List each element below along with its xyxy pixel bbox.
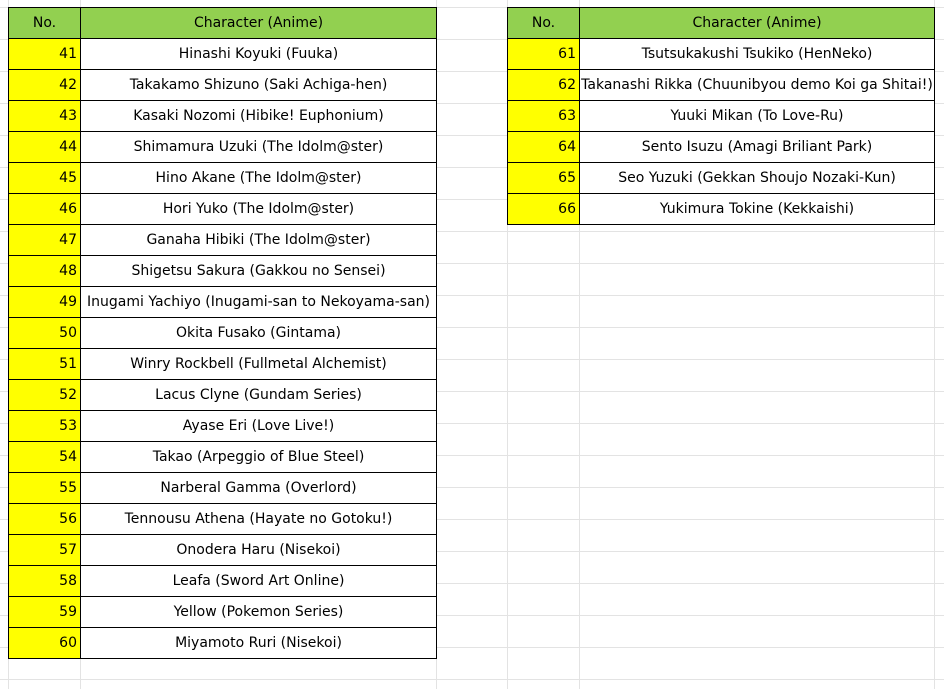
table-row xyxy=(9,504,437,535)
cell-number[interactable]: 47 xyxy=(9,225,81,256)
cell-number[interactable]: 62 xyxy=(508,70,580,101)
cell-number[interactable]: 42 xyxy=(9,70,81,101)
table-row xyxy=(508,132,935,163)
header-row xyxy=(508,8,935,39)
table-row xyxy=(9,380,437,411)
cell-character[interactable]: Ayase Eri (Love Live!) xyxy=(81,411,437,442)
header-no[interactable]: No. xyxy=(9,8,81,39)
character-table-right xyxy=(507,7,935,225)
cell-number[interactable]: 55 xyxy=(9,473,81,504)
cell-character[interactable]: Lacus Clyne (Gundam Series) xyxy=(81,380,437,411)
cell-character[interactable]: Ganaha Hibiki (The Idolm@ster) xyxy=(81,225,437,256)
table-body xyxy=(508,39,935,225)
cell-character[interactable]: Sento Isuzu (Amagi Briliant Park) xyxy=(580,132,935,163)
table-row xyxy=(9,132,437,163)
table-row xyxy=(508,70,935,101)
cell-number[interactable]: 61 xyxy=(508,39,580,70)
table-row xyxy=(9,194,437,225)
cell-number[interactable]: 49 xyxy=(9,287,81,318)
table-row xyxy=(9,473,437,504)
cell-character[interactable]: Hino Akane (The Idolm@ster) xyxy=(81,163,437,194)
cell-number[interactable]: 43 xyxy=(9,101,81,132)
cell-character[interactable]: Winry Rockbell (Fullmetal Alchemist) xyxy=(81,349,437,380)
cell-character[interactable]: Narberal Gamma (Overlord) xyxy=(81,473,437,504)
cell-character[interactable]: Tsutsukakushi Tsukiko (HenNeko) xyxy=(580,39,935,70)
table-row xyxy=(9,39,437,70)
cell-number[interactable]: 45 xyxy=(9,163,81,194)
cell-number[interactable]: 54 xyxy=(9,442,81,473)
table-row xyxy=(9,442,437,473)
cell-character[interactable]: Takanashi Rikka (Chuunibyou demo Koi ga Shitai!) xyxy=(580,70,935,101)
cell-number[interactable]: 53 xyxy=(9,411,81,442)
cell-number[interactable]: 52 xyxy=(9,380,81,411)
cell-character[interactable]: Seo Yuzuki (Gekkan Shoujo Nozaki-Kun) xyxy=(580,163,935,194)
cell-character[interactable]: Leafa (Sword Art Online) xyxy=(81,566,437,597)
cell-character[interactable]: Yellow (Pokemon Series) xyxy=(81,597,437,628)
cell-number[interactable]: 59 xyxy=(9,597,81,628)
cell-number[interactable]: 51 xyxy=(9,349,81,380)
cell-character[interactable]: Miyamoto Ruri (Nisekoi) xyxy=(81,628,437,659)
cell-number[interactable]: 64 xyxy=(508,132,580,163)
table-row xyxy=(508,194,935,225)
table-row xyxy=(9,101,437,132)
table-row xyxy=(9,256,437,287)
table-row xyxy=(508,39,935,70)
cell-character[interactable]: Tennousu Athena (Hayate no Gotoku!) xyxy=(81,504,437,535)
cell-number[interactable]: 63 xyxy=(508,101,580,132)
table-body xyxy=(9,39,437,659)
cell-character[interactable]: Takakamo Shizuno (Saki Achiga-hen) xyxy=(81,70,437,101)
cell-number[interactable]: 50 xyxy=(9,318,81,349)
cell-character[interactable]: Kasaki Nozomi (Hibike! Euphonium) xyxy=(81,101,437,132)
table-row xyxy=(9,163,437,194)
cell-character[interactable]: Yuuki Mikan (To Love-Ru) xyxy=(580,101,935,132)
cell-character[interactable]: Shimamura Uzuki (The Idolm@ster) xyxy=(81,132,437,163)
cell-number[interactable]: 60 xyxy=(9,628,81,659)
header-row xyxy=(9,8,437,39)
character-table-left xyxy=(8,7,437,659)
table-row xyxy=(9,535,437,566)
header-no[interactable]: No. xyxy=(508,8,580,39)
table-row xyxy=(9,349,437,380)
table-row xyxy=(9,628,437,659)
cell-number[interactable]: 66 xyxy=(508,194,580,225)
cell-character[interactable]: Inugami Yachiyo (Inugami-san to Nekoyama-san) xyxy=(81,287,437,318)
cell-character[interactable]: Onodera Haru (Nisekoi) xyxy=(81,535,437,566)
table-row xyxy=(9,597,437,628)
cell-number[interactable]: 56 xyxy=(9,504,81,535)
cell-character[interactable]: Okita Fusako (Gintama) xyxy=(81,318,437,349)
cell-character[interactable]: Hinashi Koyuki (Fuuka) xyxy=(81,39,437,70)
cell-character[interactable]: Takao (Arpeggio of Blue Steel) xyxy=(81,442,437,473)
table-row xyxy=(508,101,935,132)
cell-number[interactable]: 48 xyxy=(9,256,81,287)
cell-number[interactable]: 46 xyxy=(9,194,81,225)
table-row xyxy=(9,411,437,442)
table-row xyxy=(9,287,437,318)
table-row xyxy=(508,163,935,194)
table-row xyxy=(9,70,437,101)
header-character[interactable]: Character (Anime) xyxy=(580,8,935,39)
cell-character[interactable]: Yukimura Tokine (Kekkaishi) xyxy=(580,194,935,225)
cell-character[interactable]: Hori Yuko (The Idolm@ster) xyxy=(81,194,437,225)
table-row xyxy=(9,225,437,256)
cell-number[interactable]: 44 xyxy=(9,132,81,163)
table-row xyxy=(9,566,437,597)
cell-number[interactable]: 58 xyxy=(9,566,81,597)
cell-number[interactable]: 41 xyxy=(9,39,81,70)
cell-character[interactable]: Shigetsu Sakura (Gakkou no Sensei) xyxy=(81,256,437,287)
cell-number[interactable]: 57 xyxy=(9,535,81,566)
header-character[interactable]: Character (Anime) xyxy=(81,8,437,39)
table-row xyxy=(9,318,437,349)
cell-number[interactable]: 65 xyxy=(508,163,580,194)
